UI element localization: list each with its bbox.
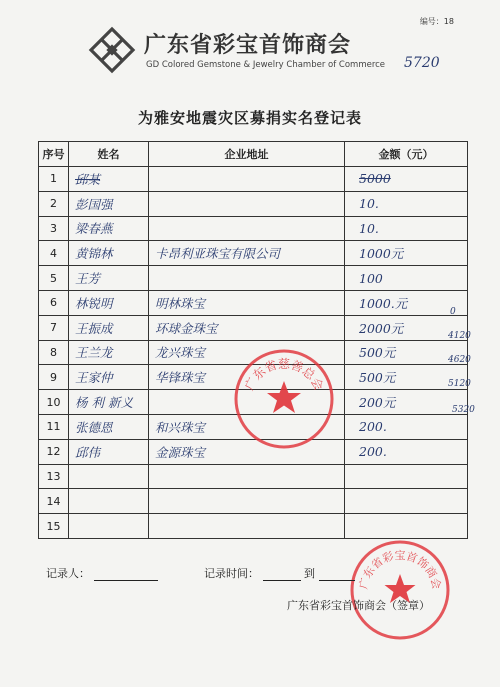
donor-name	[69, 514, 149, 539]
donor-name: 张德恩	[69, 414, 149, 439]
record-time-label: 记录时间：	[204, 567, 259, 580]
recorder-label: 记录人：	[46, 567, 90, 580]
company-address	[149, 266, 345, 291]
donor-name: 杨 利 新义	[69, 390, 149, 415]
header-amount: 金额（元）	[345, 142, 468, 167]
row-number: 6	[39, 290, 69, 315]
donor-name: 王家仲	[69, 365, 149, 390]
table-row	[39, 191, 468, 216]
record-time-field	[204, 565, 355, 581]
company-address: 环球金珠宝	[149, 315, 345, 340]
donor-name	[69, 489, 149, 514]
row-number: 10	[39, 390, 69, 415]
donation-amount: 500元	[345, 340, 468, 365]
table-header-row	[39, 142, 468, 167]
company-address	[149, 216, 345, 241]
donation-amount: 100	[345, 266, 468, 291]
donor-name: 梁春燕	[69, 216, 149, 241]
table-row	[39, 315, 468, 340]
row-number: 11	[39, 414, 69, 439]
org-name-english: GD Colored Gemstone & Jewelry Chamber of Commerce	[146, 60, 386, 70]
org-name-chinese: 广东省彩宝首饰商会	[144, 33, 352, 58]
donation-amount	[345, 464, 468, 489]
row-number: 15	[39, 514, 69, 539]
donor-name: 邱某	[69, 167, 149, 192]
donation-amount	[345, 489, 468, 514]
row-number: 2	[39, 191, 69, 216]
company-address	[149, 514, 345, 539]
document-number: 编号：18	[419, 17, 454, 26]
header-name: 姓名	[69, 142, 149, 167]
margin-note: 5120	[448, 379, 471, 389]
record-time-to-label: 到	[304, 567, 315, 580]
chamber-seal-text: 广东省彩宝首饰商会	[356, 548, 444, 591]
form-title: 为雅安地震灾区募捐实名登记表	[137, 109, 362, 127]
margin-note: 0	[450, 307, 456, 317]
table-row	[39, 241, 468, 266]
handwritten-total: 5720	[404, 55, 440, 71]
donor-name: 王兰龙	[69, 340, 149, 365]
company-address: 金源珠宝	[149, 439, 345, 464]
donation-amount: 200.	[345, 414, 468, 439]
chamber-signature-label: 广东省彩宝首饰商会（签章）	[287, 599, 430, 612]
record-time-end-blank	[319, 568, 355, 581]
table-row	[39, 266, 468, 291]
company-address	[149, 191, 345, 216]
donation-amount	[345, 514, 468, 539]
table-row	[39, 290, 468, 315]
donor-name: 黄锦林	[69, 241, 149, 266]
donation-amount: 500元	[345, 365, 468, 390]
record-time-start-blank	[263, 568, 301, 581]
row-number: 8	[39, 340, 69, 365]
star-icon	[267, 381, 301, 413]
company-address: 卡昂利亚珠宝有限公司	[149, 241, 345, 266]
header-seq: 序号	[39, 142, 69, 167]
margin-note: 4120	[448, 331, 471, 341]
row-number: 1	[39, 167, 69, 192]
row-number: 13	[39, 464, 69, 489]
row-number: 3	[39, 216, 69, 241]
charity-seal-stamp	[232, 347, 336, 451]
table-row	[39, 489, 468, 514]
donation-amount: 1000元	[345, 241, 468, 266]
donation-amount: 5000	[345, 167, 468, 192]
company-address: 华锋珠宝	[149, 365, 345, 390]
table-row	[39, 167, 468, 192]
company-address: 明林珠宝	[149, 290, 345, 315]
company-address: 龙兴珠宝	[149, 340, 345, 365]
donor-name: 王芳	[69, 266, 149, 291]
donor-name: 林锐明	[69, 290, 149, 315]
row-number: 5	[39, 266, 69, 291]
margin-note: 4620	[448, 355, 471, 365]
donation-amount: 10.	[345, 216, 468, 241]
charity-seal-text: 广东省慈善总会	[242, 356, 326, 393]
table-row	[39, 464, 468, 489]
recorder-blank	[94, 568, 158, 581]
company-address	[149, 489, 345, 514]
donation-amount: 200元	[345, 390, 468, 415]
company-address: 和兴珠宝	[149, 414, 345, 439]
chamber-header	[88, 26, 388, 82]
donation-amount: 1000.元	[345, 290, 468, 315]
row-number: 12	[39, 439, 69, 464]
row-number: 4	[39, 241, 69, 266]
donation-amount: 2000元	[345, 315, 468, 340]
table-row	[39, 216, 468, 241]
chamber-logo-icon	[88, 26, 136, 74]
donor-name: 彭国强	[69, 191, 149, 216]
chamber-seal-stamp	[348, 538, 452, 642]
company-address	[149, 464, 345, 489]
row-number: 7	[39, 315, 69, 340]
margin-note: 5320	[452, 405, 475, 415]
header-address: 企业地址	[149, 142, 345, 167]
recorder-field	[46, 565, 158, 581]
row-number: 14	[39, 489, 69, 514]
donation-amount: 10.	[345, 191, 468, 216]
table-row	[39, 514, 468, 539]
donation-amount: 200.	[345, 439, 468, 464]
company-address	[149, 167, 345, 192]
donor-name: 王振成	[69, 315, 149, 340]
row-number: 9	[39, 365, 69, 390]
donation-table	[38, 141, 467, 539]
donor-name	[69, 464, 149, 489]
donor-name: 邱伟	[69, 439, 149, 464]
